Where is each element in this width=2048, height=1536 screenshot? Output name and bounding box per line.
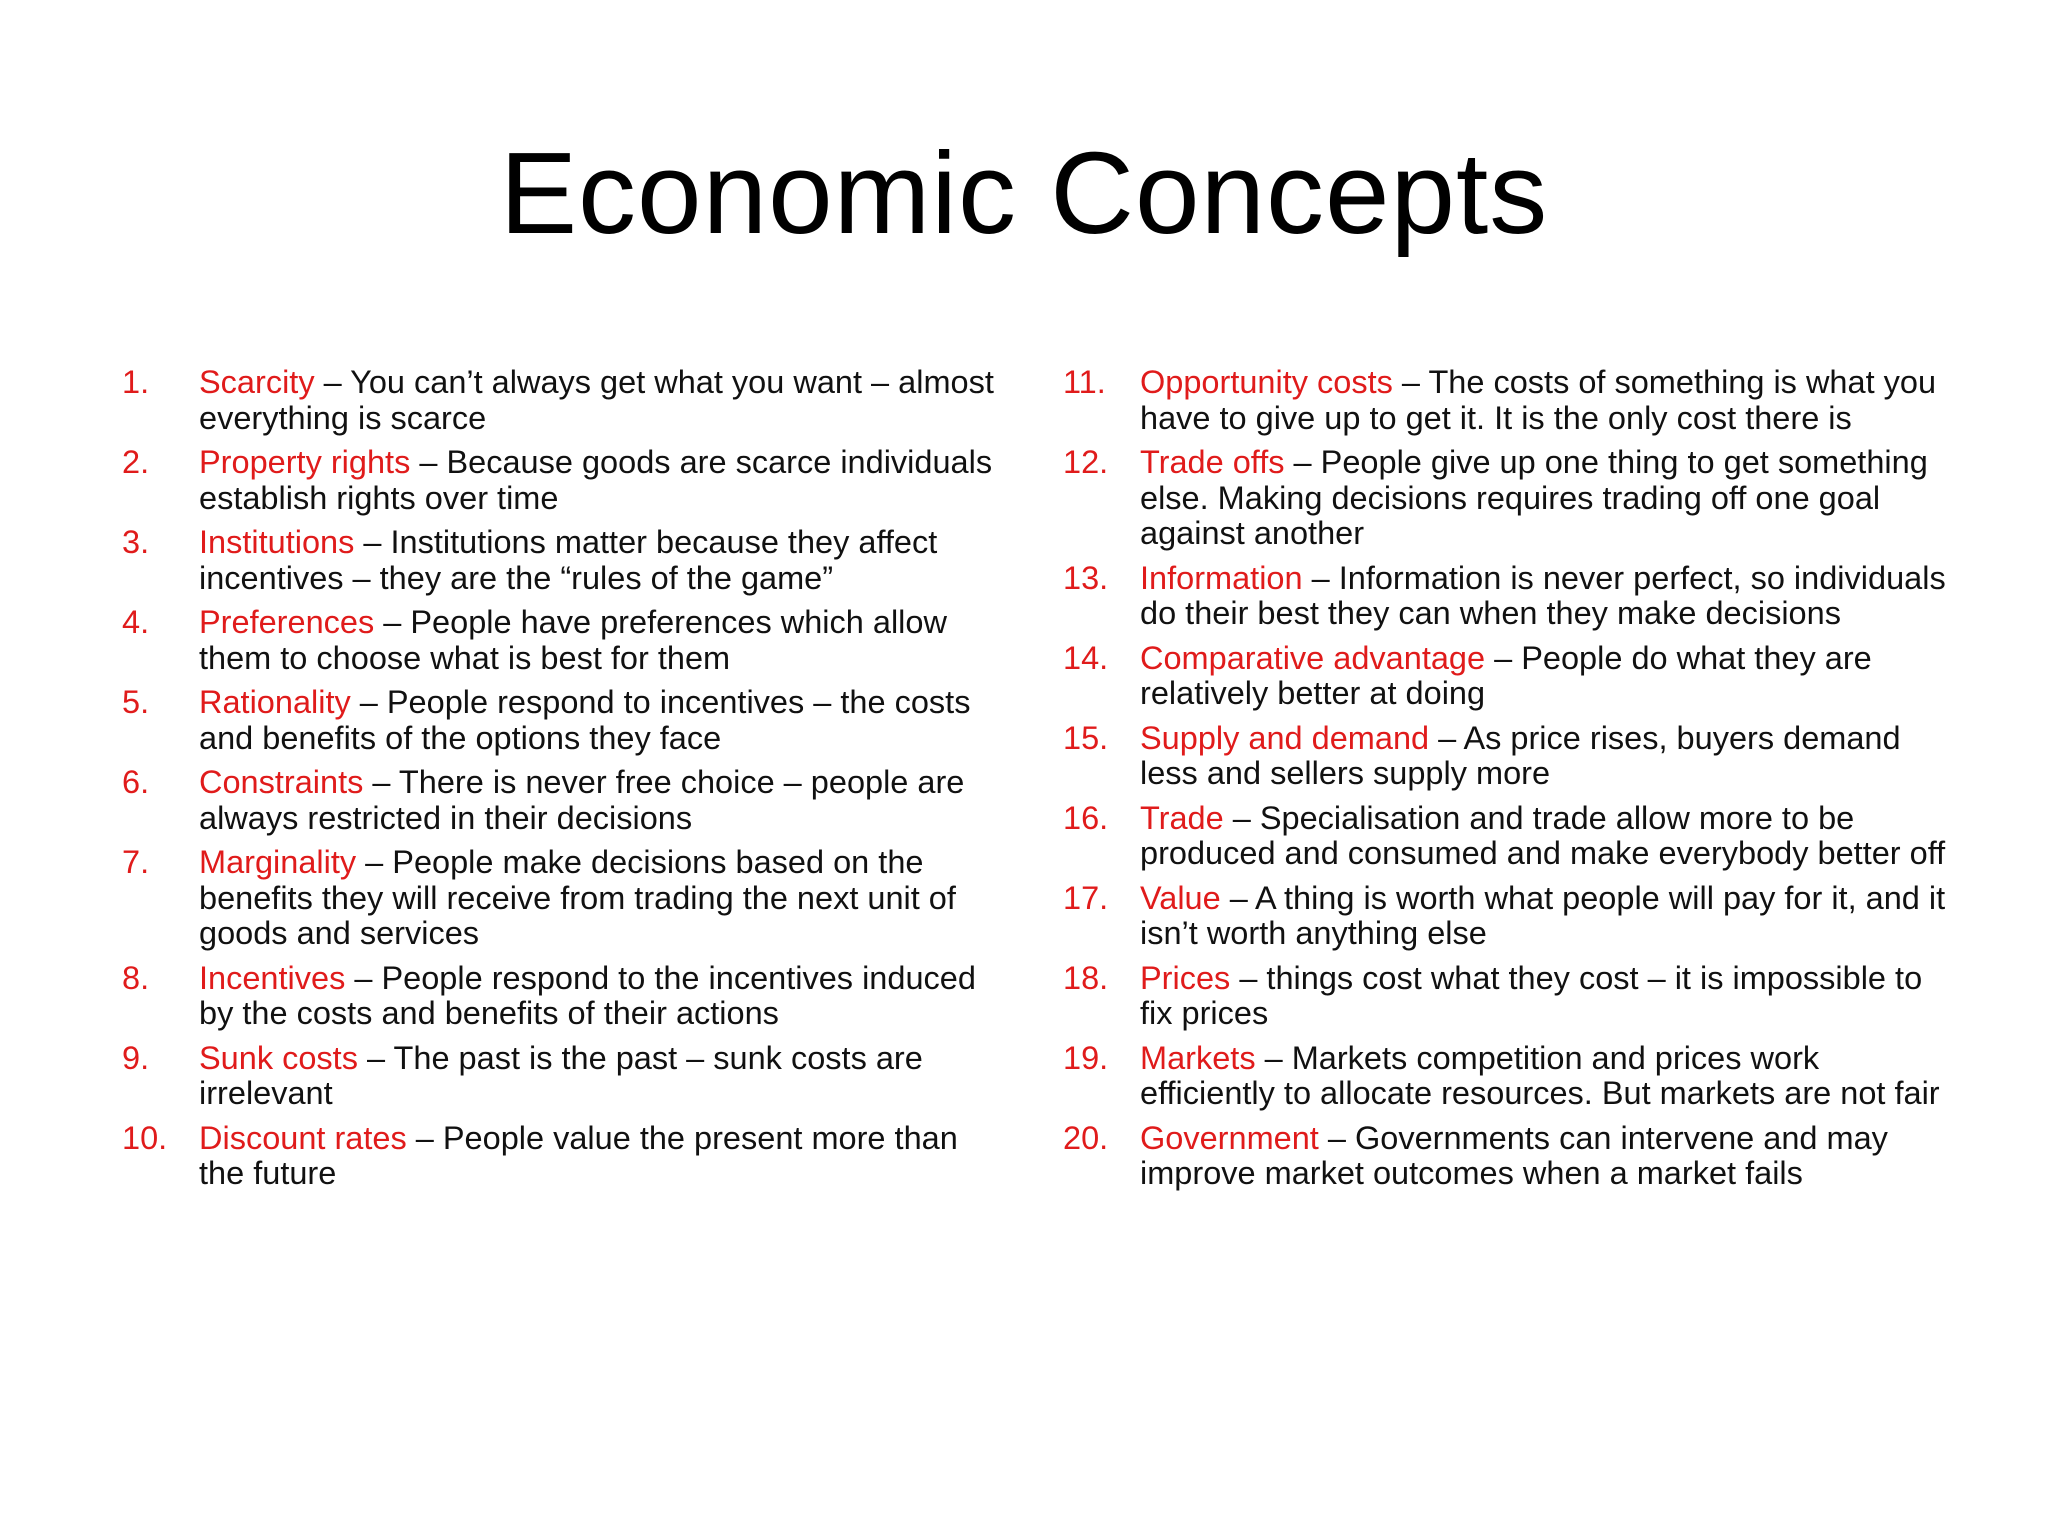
concept-term: Trade offs <box>1140 444 1285 480</box>
list-item <box>1063 561 1953 632</box>
concept-term: Government <box>1140 1119 1319 1156</box>
concept-list-right <box>1063 365 1953 1201</box>
concept-term: Rationality <box>199 684 351 720</box>
concept-term: Discount rates <box>199 1119 407 1156</box>
item-number: 10. <box>122 1119 168 1156</box>
concept-description: – Governments can intervene and may improve market outcomes when a market fails <box>1140 1119 1888 1191</box>
list-item <box>1063 1121 1953 1192</box>
list-item <box>1063 365 1953 436</box>
list-item <box>122 445 1002 516</box>
item-number: 16. <box>1063 799 1109 836</box>
item-number: 14. <box>1063 639 1109 676</box>
concept-term: Supply and demand <box>1140 719 1430 756</box>
list-item <box>122 1041 1002 1112</box>
item-number: 3. <box>122 524 150 560</box>
concept-description: – People respond to the incentives induced by the costs and benefits of their actions <box>199 959 976 1031</box>
concept-description: – The past is the past – sunk costs are irrelevant <box>199 1039 923 1111</box>
item-number: 4. <box>122 604 150 640</box>
concept-term: Marginality <box>199 844 357 880</box>
concept-term: Incentives <box>199 959 346 996</box>
concept-description: – People respond to incentives – the costs and benefits of the options they face <box>199 684 971 756</box>
list-item <box>1063 961 1953 1032</box>
item-number: 13. <box>1063 559 1109 596</box>
list-item <box>122 525 1002 596</box>
concept-list-left <box>122 365 1002 1201</box>
concept-term: Scarcity <box>199 364 315 400</box>
item-number: 12. <box>1063 444 1109 480</box>
list-item <box>1063 721 1953 792</box>
concept-description: – Information is never perfect, so individuals do their best they can when they make decisions <box>1140 559 1946 631</box>
item-number: 18. <box>1063 959 1109 996</box>
item-number: 15. <box>1063 719 1109 756</box>
list-item <box>1063 881 1953 952</box>
item-number: 6. <box>122 764 150 800</box>
item-number: 1. <box>122 364 150 400</box>
item-number: 8. <box>122 959 150 996</box>
concept-term: Information <box>1140 559 1303 596</box>
concept-description: – People make decisions based on the benefits they will receive from trading the next unit of goods and services <box>199 844 956 951</box>
concept-description: – As price rises, buyers demand less and sellers supply more <box>1140 719 1901 791</box>
item-number: 2. <box>122 444 150 480</box>
concept-description: – People value the present more than the future <box>199 1119 958 1191</box>
concept-description: – things cost what they cost – it is impossible to fix prices <box>1140 959 1923 1031</box>
item-number: 5. <box>122 684 150 720</box>
concept-term: Comparative advantage <box>1140 639 1486 676</box>
concept-description: – People have preferences which allow them to choose what is best for them <box>199 604 947 676</box>
concept-description: – You can’t always get what you want – almost everything is scarce <box>199 364 994 436</box>
item-number: 19. <box>1063 1039 1109 1076</box>
list-item <box>1063 801 1953 872</box>
concept-description: – People do what they are relatively better at doing <box>1140 639 1872 711</box>
item-number: 7. <box>122 844 150 880</box>
list-item <box>122 1121 1002 1192</box>
concept-term: Prices <box>1140 959 1231 996</box>
concept-term: Constraints <box>199 764 364 800</box>
list-item <box>122 845 1002 952</box>
concept-description: – Markets competition and prices work efficiently to allocate resources. But markets are not fair <box>1140 1039 1940 1111</box>
list-item <box>1063 641 1953 712</box>
item-number: 17. <box>1063 879 1109 916</box>
concept-term: Trade <box>1140 799 1224 836</box>
item-number: 9. <box>122 1039 150 1076</box>
concept-term: Preferences <box>199 604 375 640</box>
slide-title: Economic Concepts <box>499 128 1549 258</box>
concept-description: – There is never free choice – people are always restricted in their decisions <box>199 764 965 836</box>
list-item <box>122 961 1002 1032</box>
concept-term: Markets <box>1140 1039 1256 1076</box>
concept-term: Sunk costs <box>199 1039 358 1076</box>
list-item <box>122 605 1002 676</box>
concept-description: – A thing is worth what people will pay for it, and it isn’t worth anything else <box>1140 879 1946 951</box>
list-item <box>122 685 1002 756</box>
concept-description: – People give up one thing to get something else. Making decisions requires trading off one goal against another <box>1140 444 1928 551</box>
concept-description: – Institutions matter because they affect incentives – they are the “rules of the game” <box>199 524 938 596</box>
concept-term: Opportunity costs <box>1140 364 1393 400</box>
concept-term: Value <box>1140 879 1221 916</box>
item-number: 20. <box>1063 1119 1109 1156</box>
list-item <box>122 365 1002 436</box>
item-number: 11. <box>1063 364 1106 400</box>
concept-description: – Because goods are scarce individuals establish rights over time <box>199 444 993 516</box>
concept-description: – Specialisation and trade allow more to be produced and consumed and make everybody better off <box>1140 799 1946 871</box>
list-item <box>1063 445 1953 552</box>
concept-description: – The costs of something is what you have to give up to get it. It is the only cost there is <box>1140 364 1937 436</box>
concept-term: Property rights <box>199 444 411 480</box>
concept-term: Institutions <box>199 524 355 560</box>
list-item <box>122 765 1002 836</box>
list-item <box>1063 1041 1953 1112</box>
